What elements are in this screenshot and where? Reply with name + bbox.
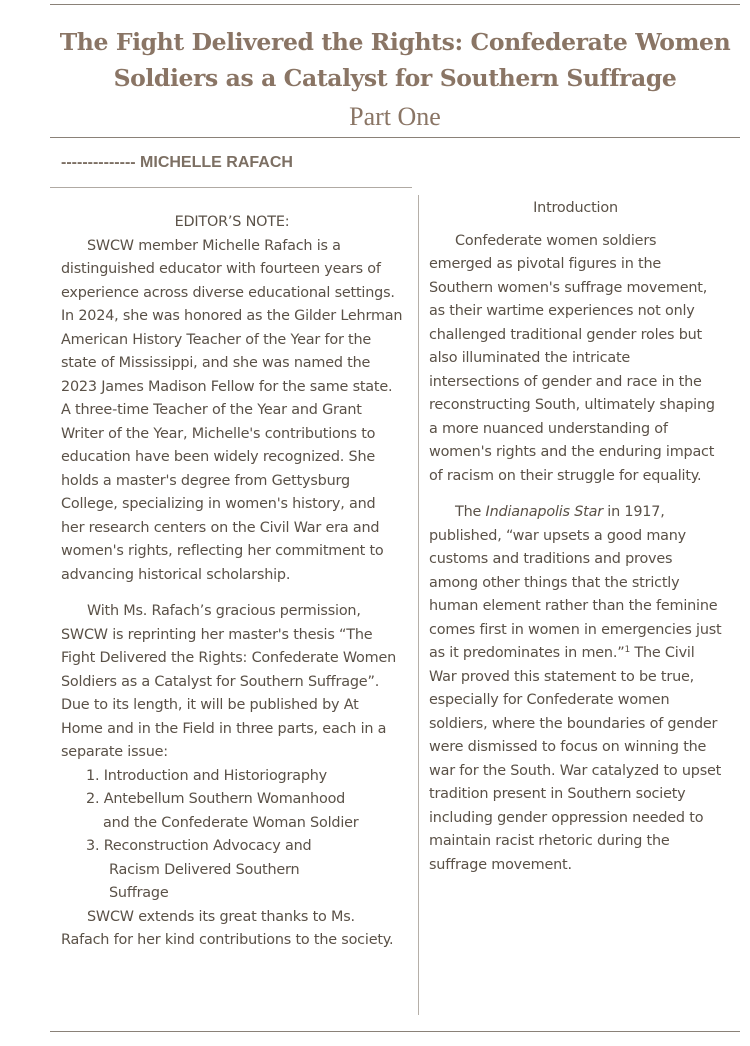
author-byline <box>61 151 293 175</box>
part-label: Part One <box>349 102 441 131</box>
list-item-line: and the Confederate Woman Soldier <box>103 814 359 831</box>
quote-paragraph <box>429 501 722 877</box>
list-item <box>61 765 403 789</box>
top-rule <box>50 4 740 5</box>
parts-list <box>61 765 403 906</box>
bio-paragraph: SWCW member Michelle Rafach is a distinguished educator with fourteen years of experience across diverse educational settings. In 2024, she was honored as the Gilder Lehrman American History Teacher of the Year for the state of Mississippi, and she was named the 2023 James Madison Fellow for the same state. A three-time Teacher of the Year and Grant Writer of the Year, Michelle's contributions to education have been widely recognized. She holds a master's degree from Gettysburg College, specializing in women's history, and her research centers on the Civil War era and women's rights, reflecting her commitment to advancing historical scholarship. <box>61 237 403 583</box>
title-line-2: Soldiers as a Catalyst for Southern Suffrage <box>113 64 677 92</box>
quote-tail: The Civil War proved this statement to be true, especially for Confederate women soldiers, where the boundaries of gender were dismissed to focus on winning the war for the South. War catalyzed to upset tradition present in Southern society including gender oppression needed to maintain racist rhetoric during the suffrage movement. <box>429 645 722 873</box>
list-item-line: 2. Antebellum Southern Womanhood <box>86 791 346 807</box>
column-divider <box>418 195 419 1015</box>
quote-source: Indianapolis Star <box>485 504 603 520</box>
right-column <box>429 197 722 877</box>
bottom-rule <box>50 1031 740 1032</box>
list-item-line: 1. Introduction and Historiography <box>86 767 327 784</box>
list-item-line: Suffrage <box>109 885 169 901</box>
editors-note-heading: EDITOR’S NOTE: <box>174 214 290 230</box>
quote-prefix: The <box>455 504 486 520</box>
list-item-line: 3. Reconstruction Advocacy and <box>86 838 312 854</box>
author-dashes: -------------- <box>61 154 136 171</box>
footnote-mark: 1 <box>624 645 631 655</box>
quote-body: in 1917, published, “war upsets a good many customs and traditions and proves among other things that the strictly human element rather than the feminine comes first in women in emergencies just as it predominates in men.” <box>429 504 722 661</box>
permission-paragraph: With Ms. Rafach’s gracious permission, SWCW is reprinting her master's thesis “The Fight Delivered the Rights: Confederate Women Soldiers as a Catalyst for Southern Suffrage”. Due to its length, it will be published by At Home and in the Field in three parts, each in a separate issue: <box>61 603 397 760</box>
left-column <box>61 211 403 953</box>
article-title <box>50 24 740 96</box>
byline-rule <box>50 187 412 188</box>
intro-paragraph: Confederate women soldiers emerged as pivotal figures in the Southern women's suffrage movement, as their wartime experiences not only challenged traditional gender roles but also illuminated the intricate intersections of gender and race in the reconstructing South, ultimately shaping a more nuanced understanding of women's rights and the enduring impact of racism on their struggle for equality. <box>429 232 715 484</box>
header-rule <box>50 137 740 138</box>
list-item <box>61 835 403 906</box>
author-name: MICHELLE RAFACH <box>140 154 293 171</box>
list-item <box>61 788 403 835</box>
title-line-1: The Fight Delivered the Rights: Confederate Women <box>59 28 731 56</box>
section-heading: Introduction <box>533 200 618 216</box>
list-item-line: Racism Delivered Southern <box>109 861 300 878</box>
thanks-paragraph: SWCW extends its great thanks to Ms. Rafach for her kind contributions to the society. <box>61 908 394 948</box>
